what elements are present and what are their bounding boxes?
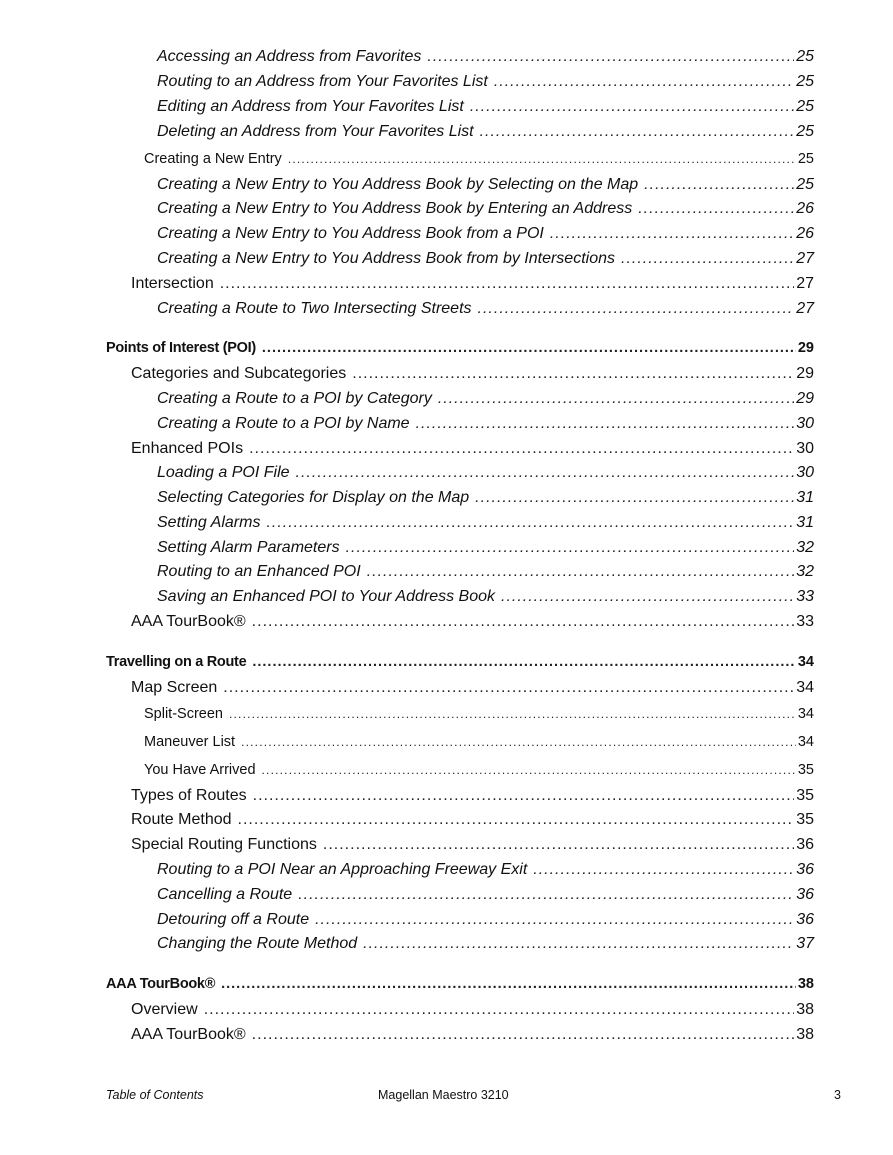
toc-entry-page: 29 [796, 390, 814, 407]
toc-entry-page: 25 [796, 98, 814, 115]
footer-page-number: 3 [834, 1088, 841, 1102]
toc-entry-title: Creating a Route to a POI by Category [157, 390, 432, 407]
toc-entry-title: Points of Interest (POI) [106, 340, 256, 356]
toc-entry[interactable] [106, 976, 814, 992]
toc-dot-leader [475, 489, 794, 507]
toc-dot-leader [621, 250, 794, 268]
toc-dot-leader [480, 123, 795, 141]
toc-entry-title: Routing to a POI Near an Approaching Freeway Exit [157, 861, 528, 878]
toc-entry-page: 25 [797, 151, 814, 167]
toc-dot-leader [262, 340, 796, 356]
toc-entry-title: Enhanced POIs [131, 440, 244, 457]
toc-entry-title: Creating a New Entry to You Address Book by Entering an Address [157, 200, 633, 217]
toc-dot-leader [238, 811, 795, 829]
toc-entry-page: 36 [796, 911, 814, 928]
toc-entry[interactable] [131, 275, 814, 293]
toc-entry-title: Creating a New Entry to You Address Book from by Intersections [157, 250, 615, 267]
toc-entry-title: Selecting Categories for Display on the Map [157, 489, 470, 506]
toc-entry-title: Saving an Enhanced POI to Your Address Book [157, 588, 495, 605]
toc-dot-leader [416, 415, 795, 433]
toc-dot-leader [220, 275, 794, 293]
toc-entry-title: You Have Arrived [144, 762, 256, 778]
toc-entry[interactable] [157, 48, 814, 66]
toc-dot-leader [223, 679, 794, 697]
toc-dot-leader [221, 976, 796, 992]
toc-entry[interactable] [144, 762, 814, 778]
toc-entry-page: 34 [797, 706, 814, 722]
toc-dot-leader [315, 911, 794, 929]
toc-dot-leader [252, 654, 796, 670]
toc-entry-page: 36 [796, 886, 814, 903]
toc-dot-leader [363, 935, 794, 953]
toc-entry[interactable] [157, 464, 814, 482]
toc-entry-title: Maneuver List [144, 734, 236, 750]
toc-entry[interactable] [157, 123, 814, 141]
toc-entry[interactable] [131, 1001, 814, 1019]
toc-dot-leader [352, 365, 794, 383]
toc-entry[interactable] [157, 861, 814, 879]
toc-entry-page: 37 [796, 935, 814, 952]
toc-dot-leader [253, 787, 795, 805]
toc-entry-page: 34 [797, 734, 814, 750]
toc-entry-page: 29 [796, 365, 814, 382]
toc-entry-page: 26 [796, 225, 814, 242]
toc-entry-title: Changing the Route Method [157, 935, 358, 952]
toc-entry-title: Route Method [131, 811, 232, 828]
toc-entry-title: Setting Alarm Parameters [157, 539, 340, 556]
toc-entry-page: 27 [796, 300, 814, 317]
toc-entry-page: 30 [796, 415, 814, 432]
toc-dot-leader [438, 390, 794, 408]
toc-entry[interactable] [157, 300, 814, 318]
toc-entry[interactable] [157, 588, 814, 606]
toc-entry[interactable] [131, 787, 814, 805]
toc-entry-title: Travelling on a Route [106, 654, 247, 670]
toc-entry[interactable] [131, 1026, 814, 1044]
toc-entry-title: AAA TourBook® [131, 613, 246, 630]
toc-entry-title: Cancelling a Route [157, 886, 293, 903]
toc-entry-page: 25 [796, 73, 814, 90]
toc-dot-leader [533, 861, 794, 879]
toc-dot-leader [262, 763, 796, 777]
toc-entry-title: Map Screen [131, 679, 218, 696]
toc-entry-title: AAA TourBook® [131, 1026, 246, 1043]
toc-entry-title: Editing an Address from Your Favorites List [157, 98, 464, 115]
toc-dot-leader [296, 464, 795, 482]
toc-entry-page: 32 [796, 539, 814, 556]
toc-entry[interactable] [131, 365, 814, 383]
toc-entry[interactable] [144, 151, 814, 167]
toc-entry[interactable] [157, 911, 814, 929]
toc-entry-title: Accessing an Address from Favorites [157, 48, 422, 65]
toc-dot-leader [229, 707, 796, 721]
toc-entry-page: 25 [796, 48, 814, 65]
toc-entry-title: Split-Screen [144, 706, 223, 722]
toc-entry[interactable] [157, 176, 814, 194]
toc-entry[interactable] [157, 563, 814, 581]
toc-dot-leader [427, 48, 794, 66]
toc-entry-title: Detouring off a Route [157, 911, 310, 928]
toc-entry-page: 35 [796, 787, 814, 804]
toc-entry-page: 38 [796, 1026, 814, 1043]
toc-entry-page: 26 [796, 200, 814, 217]
toc-dot-leader [323, 836, 794, 854]
toc-entry-title: Creating a New Entry to You Address Book by Selecting on the Map [157, 176, 639, 193]
toc-entry-title: Setting Alarms [157, 514, 261, 531]
toc-entry[interactable] [144, 706, 814, 722]
toc-entry[interactable] [106, 340, 814, 356]
toc-dot-leader [252, 613, 795, 631]
toc-entry-title: Types of Routes [131, 787, 247, 804]
toc-entry-title: Creating a Route to a POI by Name [157, 415, 410, 432]
toc-entry-title: AAA TourBook® [106, 976, 216, 992]
toc-entry-page: 38 [797, 976, 814, 992]
toc-dot-leader [638, 200, 794, 218]
toc-entry-page: 25 [796, 176, 814, 193]
toc-dot-leader [298, 886, 794, 904]
toc-entry[interactable] [157, 200, 814, 218]
footer-product-name: Magellan Maestro 3210 [378, 1088, 509, 1102]
toc-entry[interactable] [157, 250, 814, 268]
toc-entry[interactable] [131, 613, 814, 631]
toc-entry-title: Routing to an Address from Your Favorites List [157, 73, 488, 90]
toc-entry-page: 32 [796, 563, 814, 580]
toc-entry[interactable] [157, 73, 814, 91]
toc-entry-page: 30 [796, 464, 814, 481]
toc-entry-title: Deleting an Address from Your Favorites List [157, 123, 474, 140]
toc-dot-leader [241, 735, 796, 749]
toc-entry-title: Intersection [131, 275, 214, 292]
toc-dot-leader [644, 176, 794, 194]
toc-entry-page: 29 [797, 340, 814, 356]
toc-entry-title: Creating a Route to Two Intersecting Streets [157, 300, 472, 317]
toc-entry[interactable] [106, 654, 814, 670]
toc-dot-leader [494, 73, 794, 91]
toc-entry-page: 35 [796, 811, 814, 828]
toc-entry-title: Loading a POI File [157, 464, 290, 481]
toc-entry-page: 35 [797, 762, 814, 778]
toc-dot-leader [346, 539, 795, 557]
toc-dot-leader [478, 300, 795, 318]
toc-entry[interactable] [157, 886, 814, 904]
toc-entry-page: 36 [796, 836, 814, 853]
toc-entry-page: 25 [796, 123, 814, 140]
toc-entry[interactable] [157, 489, 814, 507]
toc-entry[interactable] [157, 415, 814, 433]
toc-entry[interactable] [157, 514, 814, 532]
toc-entry-page: 38 [796, 1001, 814, 1018]
toc-entry-title: Routing to an Enhanced POI [157, 563, 361, 580]
toc-entry-title: Creating a New Entry [144, 151, 282, 167]
toc-entry-page: 31 [796, 489, 814, 506]
toc-entry[interactable] [157, 390, 814, 408]
toc-entry-page: 34 [797, 654, 814, 670]
toc-entry-title: Categories and Subcategories [131, 365, 347, 382]
toc-entry[interactable] [131, 440, 814, 458]
toc-dot-leader [288, 152, 796, 166]
toc-entry[interactable] [157, 539, 814, 557]
toc-dot-leader [501, 588, 794, 606]
toc-entry-page: 36 [796, 861, 814, 878]
toc-entry[interactable] [157, 935, 814, 953]
toc-entry-page: 33 [796, 588, 814, 605]
toc-entry[interactable] [144, 734, 814, 750]
toc-dot-leader [367, 563, 795, 581]
footer-section-label: Table of Contents [106, 1088, 204, 1102]
toc-entry-page: 33 [796, 613, 814, 630]
toc-entry-title: Creating a New Entry to You Address Book from a POI [157, 225, 544, 242]
toc-entry-page: 30 [796, 440, 814, 457]
toc-entry-page: 27 [796, 275, 814, 292]
toc-entry-page: 34 [796, 679, 814, 696]
toc-dot-leader [204, 1001, 795, 1019]
toc-dot-leader [249, 440, 794, 458]
toc-dot-leader [252, 1026, 795, 1044]
toc-entry[interactable] [157, 98, 814, 116]
toc-entry-title: Overview [131, 1001, 198, 1018]
toc-entry-title: Special Routing Functions [131, 836, 317, 853]
toc-entry-page: 27 [796, 250, 814, 267]
toc-entry-page: 31 [796, 514, 814, 531]
toc-dot-leader [550, 225, 794, 243]
toc-dot-leader [470, 98, 794, 116]
toc-entry[interactable] [131, 836, 814, 854]
toc-dot-leader [266, 514, 794, 532]
toc-entry[interactable] [131, 679, 814, 697]
toc-entry[interactable] [131, 811, 814, 829]
toc-entry[interactable] [157, 225, 814, 243]
